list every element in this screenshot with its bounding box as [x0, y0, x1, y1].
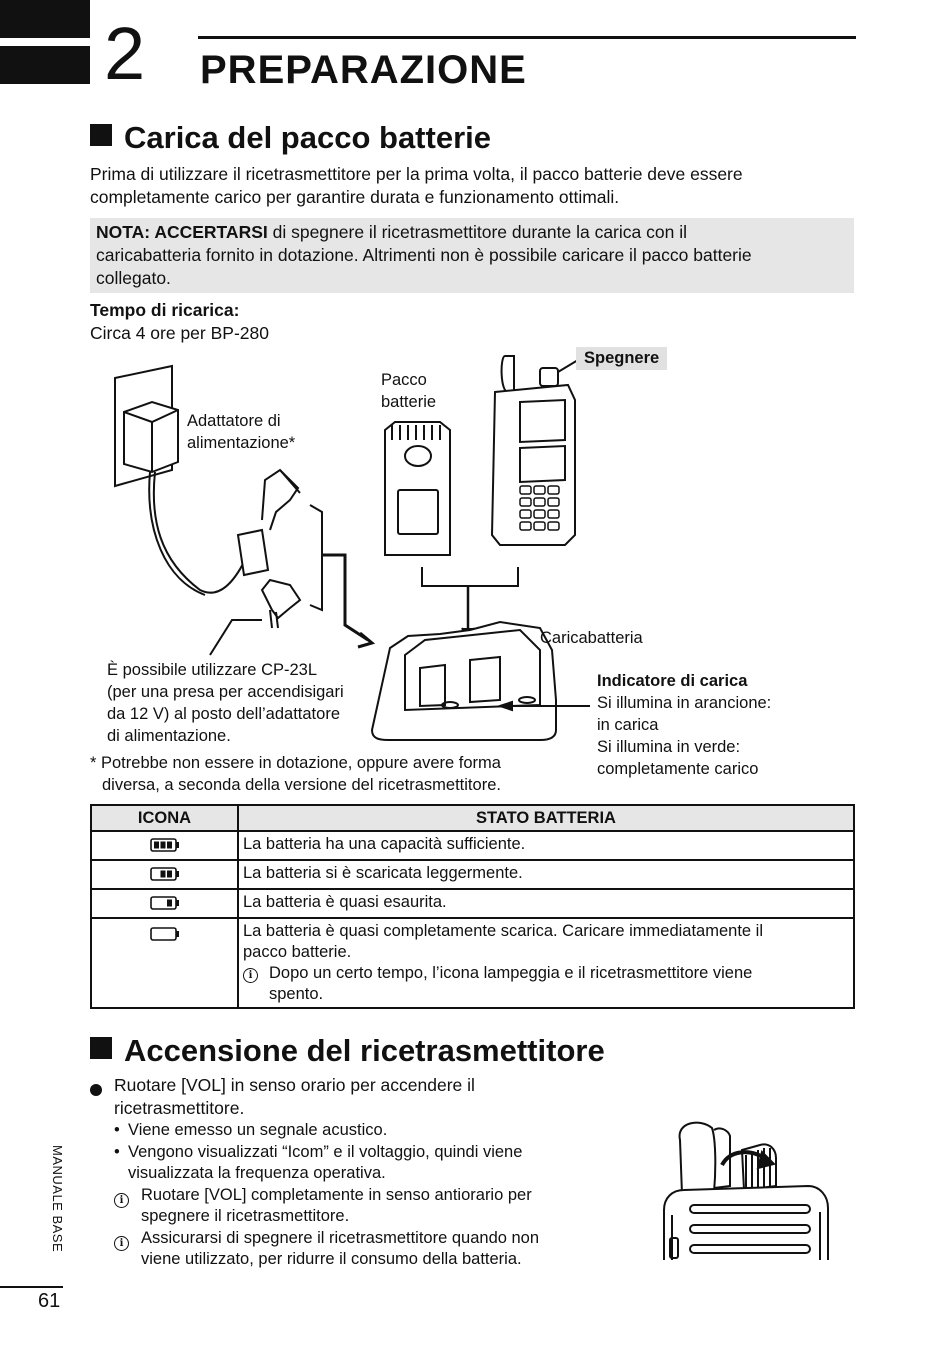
table-header-row [91, 805, 854, 831]
section-square-icon [90, 1037, 112, 1059]
power-on-instructions: Ruotare [VOL] in senso orario per accendere il ricetrasmettitore. • Viene emesso un segnale acustico. • Vengono visualizzati “Icom” e il voltaggio, quindi viene visualizzata la frequenza operativa. i Ruotare [VOL] completamente in senso antiorario per spegnere il ricetrasmettitore. i Assicurarsi di spegnere il ricetrasmettitore quando non viene utilizzato, per ridurre il consumo della batteria. [90, 1074, 610, 1271]
battery-status-text: La batteria ha una capacità sufficiente. [238, 831, 854, 860]
footer-rule [0, 1286, 63, 1288]
battery-status-text: La batteria si è scaricata leggermente. [238, 860, 854, 889]
table-row [91, 831, 854, 860]
chapter-number: 2 [104, 12, 146, 95]
charger-label: Caricabatteria [540, 629, 643, 647]
battery-empty-icon [91, 918, 238, 1008]
battery-two-thirds-icon [91, 860, 238, 889]
charge-indicator-label: Indicatore di carica Si illumina in arancione: in carica Si illumina in verde: completamente carico [597, 672, 772, 778]
table-row [91, 889, 854, 918]
footnote: * Potrebbe non essere in dotazione, oppure avere forma diversa, a seconda della versione del ricetrasmettitore. [90, 754, 501, 794]
table-row [91, 860, 854, 889]
page-number: 61 [38, 1290, 61, 1312]
charge-time-label: Tempo di ricarica: [90, 300, 240, 320]
side-label: MANUALE BASE [50, 1145, 65, 1253]
adapter-label: Adattatore di alimentazione* [187, 412, 296, 452]
sub-bullet-beep: Viene emesso un segnale acustico. [128, 1121, 388, 1139]
section-title-power-on: Accensione del ricetrasmettitore [90, 1033, 605, 1069]
table-row [91, 918, 854, 1008]
info-icon: i [243, 968, 258, 983]
battery-pack-label: Pacco batterie [381, 371, 437, 411]
power-off-label: Spegnere [576, 347, 667, 370]
intro-paragraph: Prima di utilizzare il ricetrasmettitore per la prima volta, il pacco batterie deve essere completamente carico per garantire durata e funzionamento ottimali. [90, 164, 743, 207]
header-status: STATO BATTERIA [238, 805, 854, 831]
info-save-battery: Assicurarsi di spegnere il ricetrasmettitore quando non viene utilizzato, per ridurre il consumo della batteria. [141, 1228, 540, 1268]
cp23l-note: È possibile utilizzare CP-23L (per una presa per accendisigari da 12 V) al posto dell’adattatore di alimentazione. [107, 661, 344, 745]
charge-time-value: Circa 4 ore per BP-280 [90, 323, 269, 343]
info-power-off: Ruotare [VOL] completamente in senso antiorario per spegnere il ricetrasmettitore. [141, 1185, 532, 1225]
battery-full-icon [91, 831, 238, 860]
battery-status-text: La batteria è quasi completamente scarica. Caricare immediatamente il pacco batterie. i Dopo un certo tempo, l’icona lampeggia e il ricetrasmettitore viene spento. [238, 918, 854, 1008]
info-icon: i [114, 1236, 129, 1251]
chapter-title: PREPARAZIONE [200, 48, 527, 92]
info-icon: i [114, 1193, 129, 1208]
battery-status-text: La batteria è quasi esaurita. [238, 889, 854, 918]
section-title-charging: Carica del pacco batterie [90, 120, 491, 156]
battery-one-third-icon [91, 889, 238, 918]
header-icon: ICONA [91, 805, 238, 831]
bullet-icon [90, 1084, 102, 1096]
battery-status-table [90, 804, 855, 1009]
note-bold: NOTA: ACCERTARSI [96, 222, 268, 242]
note-box: NOTA: ACCERTARSI di spegnere il ricetrasmettitore durante la carica con il caricabatteria fornito in dotazione. Altrimenti non è possibile caricare il pacco batterie collegato. [90, 218, 854, 293]
sub-bullet-display: Vengono visualizzati “Icom” e il voltaggio, quindi viene visualizzata la frequenza operativa. [128, 1142, 523, 1182]
